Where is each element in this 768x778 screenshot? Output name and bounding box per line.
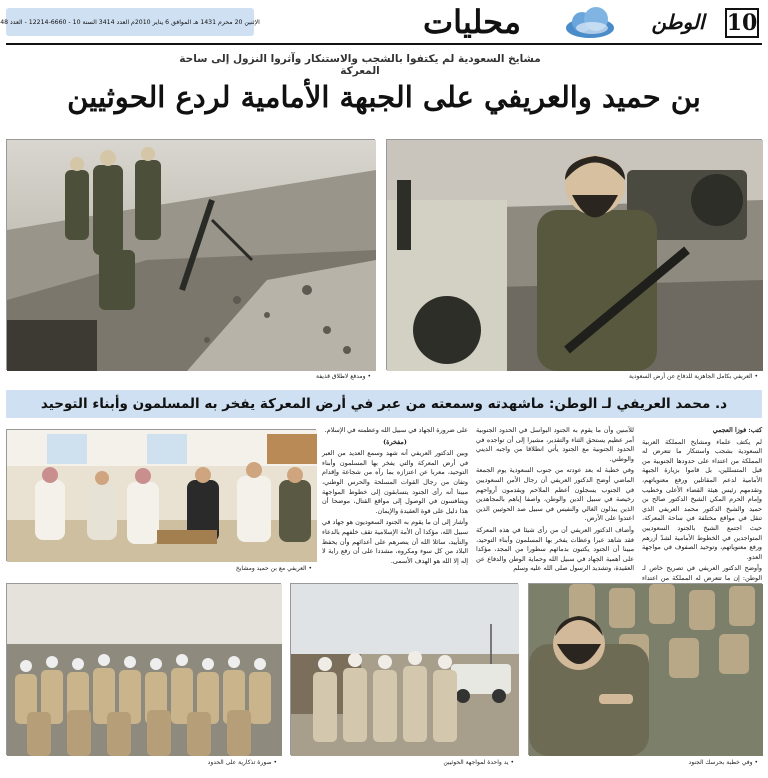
column-paragraph: على ضرورة الجهاد في سبيل الله وعظمته في الإسلام. <box>324 426 468 434</box>
column-paragraph: وأوضح الدكتور العريفي في تصريح خاص لـ الوطن: إن ما تتعرض له المملكة من اعتداء <box>642 564 762 582</box>
column-subhead: (مفخرة) <box>383 437 407 446</box>
column-paragraph: وأشار إلى أن ما يقوم به الجنود السعوديون هو جهاد في سبيل الله، مؤكدا أن الأمة الإسلامية تقف خلفهم بالدعاء والتأييد، سائلا الله أن ينصرهم على أعدائهم وأن يحفظ البلاد من كل سوء ومكروه، مشددا على أن رفع راية لا إله إلا الله هو الهدف الأسمى. <box>322 518 468 565</box>
article-column-3 <box>322 426 468 576</box>
photo-top-left <box>6 139 375 370</box>
column-paragraph: للآمنين وأن ما يقوم به الجنود البواسل في الحدود الجنوبية أمر عظيم يستحق الثناء والتقدير، مشيرا إلى أن تواجده في الحدود الجنوبية مع الجنود يأتي انطلاقا من واجبه الديني والوطني. <box>476 426 634 463</box>
photo-bottom-right <box>528 583 762 755</box>
photo-bottom-center-caption: • يد واحدة لمواجهة الحوثيين <box>443 759 514 766</box>
photo-middle-caption: • العريفي مع بن حميد ومشايخ <box>235 565 312 572</box>
photo-bottom-left-caption: • صورة تذكارية على الحدود <box>207 759 277 766</box>
page-number: 10 <box>726 10 758 36</box>
photo-top-right-caption: • العريفي بكامل الجاهزية للدفاع عن أرض السعودية <box>628 373 758 380</box>
photo-middle <box>6 429 316 561</box>
photo-bottom-center <box>290 583 518 755</box>
article-column-1 <box>642 426 762 582</box>
banner-text: د. محمد العريفي لـ الوطن: ماشهدته وسمعته من عبر في أرض المعركة يفخر به المسلمون وأبناء التوحيد <box>40 396 728 412</box>
cloud-logo-icon <box>562 6 618 40</box>
dateline-box <box>0 8 260 36</box>
photo-bottom-right-caption: • وفي خطبة بحرسك الجنود <box>688 759 758 766</box>
byline: كتب: فوزا العجمي <box>712 426 762 434</box>
kicker: مشايخ السعودية لم يكتفوا بالشجب والاستنكار وآثروا النزول إلى ساحة المعركة <box>179 53 541 77</box>
newspaper-logo: الوطن <box>651 10 705 34</box>
photo-top-right <box>386 139 762 370</box>
column-paragraph: لم يكتف علماء ومشايخ المملكة العربية السعودية بشجب واستنكار ما تتعرض له المملكة من اعتداء على حدودها الجنوبية من قبل المتسللين، بل قاموا بزيارة الجبهة الأمامية لدعم المقاتلين ورفع معنوياتهم، وتقدمهم رئيس هيئة القضاء الأعلى وخطيب وإمام الحرم المكي الشيخ الدكتور صالح بن حميد والشيخ الدكتور محمد العريفي الذي تنقل في مواقع مختلفة في ساحة المعركة، حيث اجتمع الشيخ بالجنود السعوديين المتواجدين في الخطوط الأمامية لشدّ أزرهم ورفع معنوياتهم، وتوحيد الصفوف في مواجهة العدو. <box>642 437 762 561</box>
photo-bottom-left <box>6 583 281 755</box>
article-column-2 <box>476 426 634 576</box>
banner-box <box>6 390 762 418</box>
headline: بن حميد والعريفي على الجبهة الأمامية لردع الحوثيين <box>67 80 701 114</box>
photo-top-left-caption: • ومدفع لاطلاق قذيفة <box>316 373 371 380</box>
column-paragraph: وبين الدكتور العريفي أنه شهد وسمع العديد من العبر في أرض المعركة والتي يفخر بها المسلمون وأبناء التوحيد، معربا عن اعتزازه بما رآه من شجاعة وإقدام وتفان من رجال القوات المسلحة والحرس الوطني، مبينا أنه رأى الجنود يتسابقون إلى خطوط المواجهة ويتنافسون في الوصول إلى مواقع القتال، موضحا أن هذا دليل على قوة العقيدة والإيمان. <box>322 449 468 515</box>
dateline: الإثنين 20 محرم 1431 هـ الموافق 6 يناير 2010م العدد 3414 السنة 10 - 6660-12214 - العدد 48 <box>0 18 260 26</box>
column-paragraph: وفي خطبة له بعد عودته من جنوب السعودية يوم الجمعة الماضي أوضح الدكتور العريفي أن رجال الأمن السعوديين في الجنوب يسجلون أعظم الملاحم ويقدمون أرواحهم رخيصة في سبيل الدين والوطن، واصفا إياهم بالمجاهدين الذين يبذلون الغالي والنفيس في سبيل صد الحوثيين الذين اعتدوا على الأرض. <box>476 466 634 523</box>
header-rule <box>6 43 762 45</box>
section-title: محليات <box>423 3 521 41</box>
page-number-box <box>725 8 759 38</box>
column-paragraph: وأضاف الدكتور العريفي أن من رأى شيئا في هذه المعركة فقد شاهد عبرا وعظات يفخر بها المسلمون وأبناء التوحيد، مبينا أن الجنود يكتبون بدمائهم سطورا من المجد، مؤكدا على أهمية الجهاد في سبيل الله وحماية الوطن والدفاع عن العقيدة، وتشديد الرسول صلى الله عليه وسلم <box>476 525 634 573</box>
